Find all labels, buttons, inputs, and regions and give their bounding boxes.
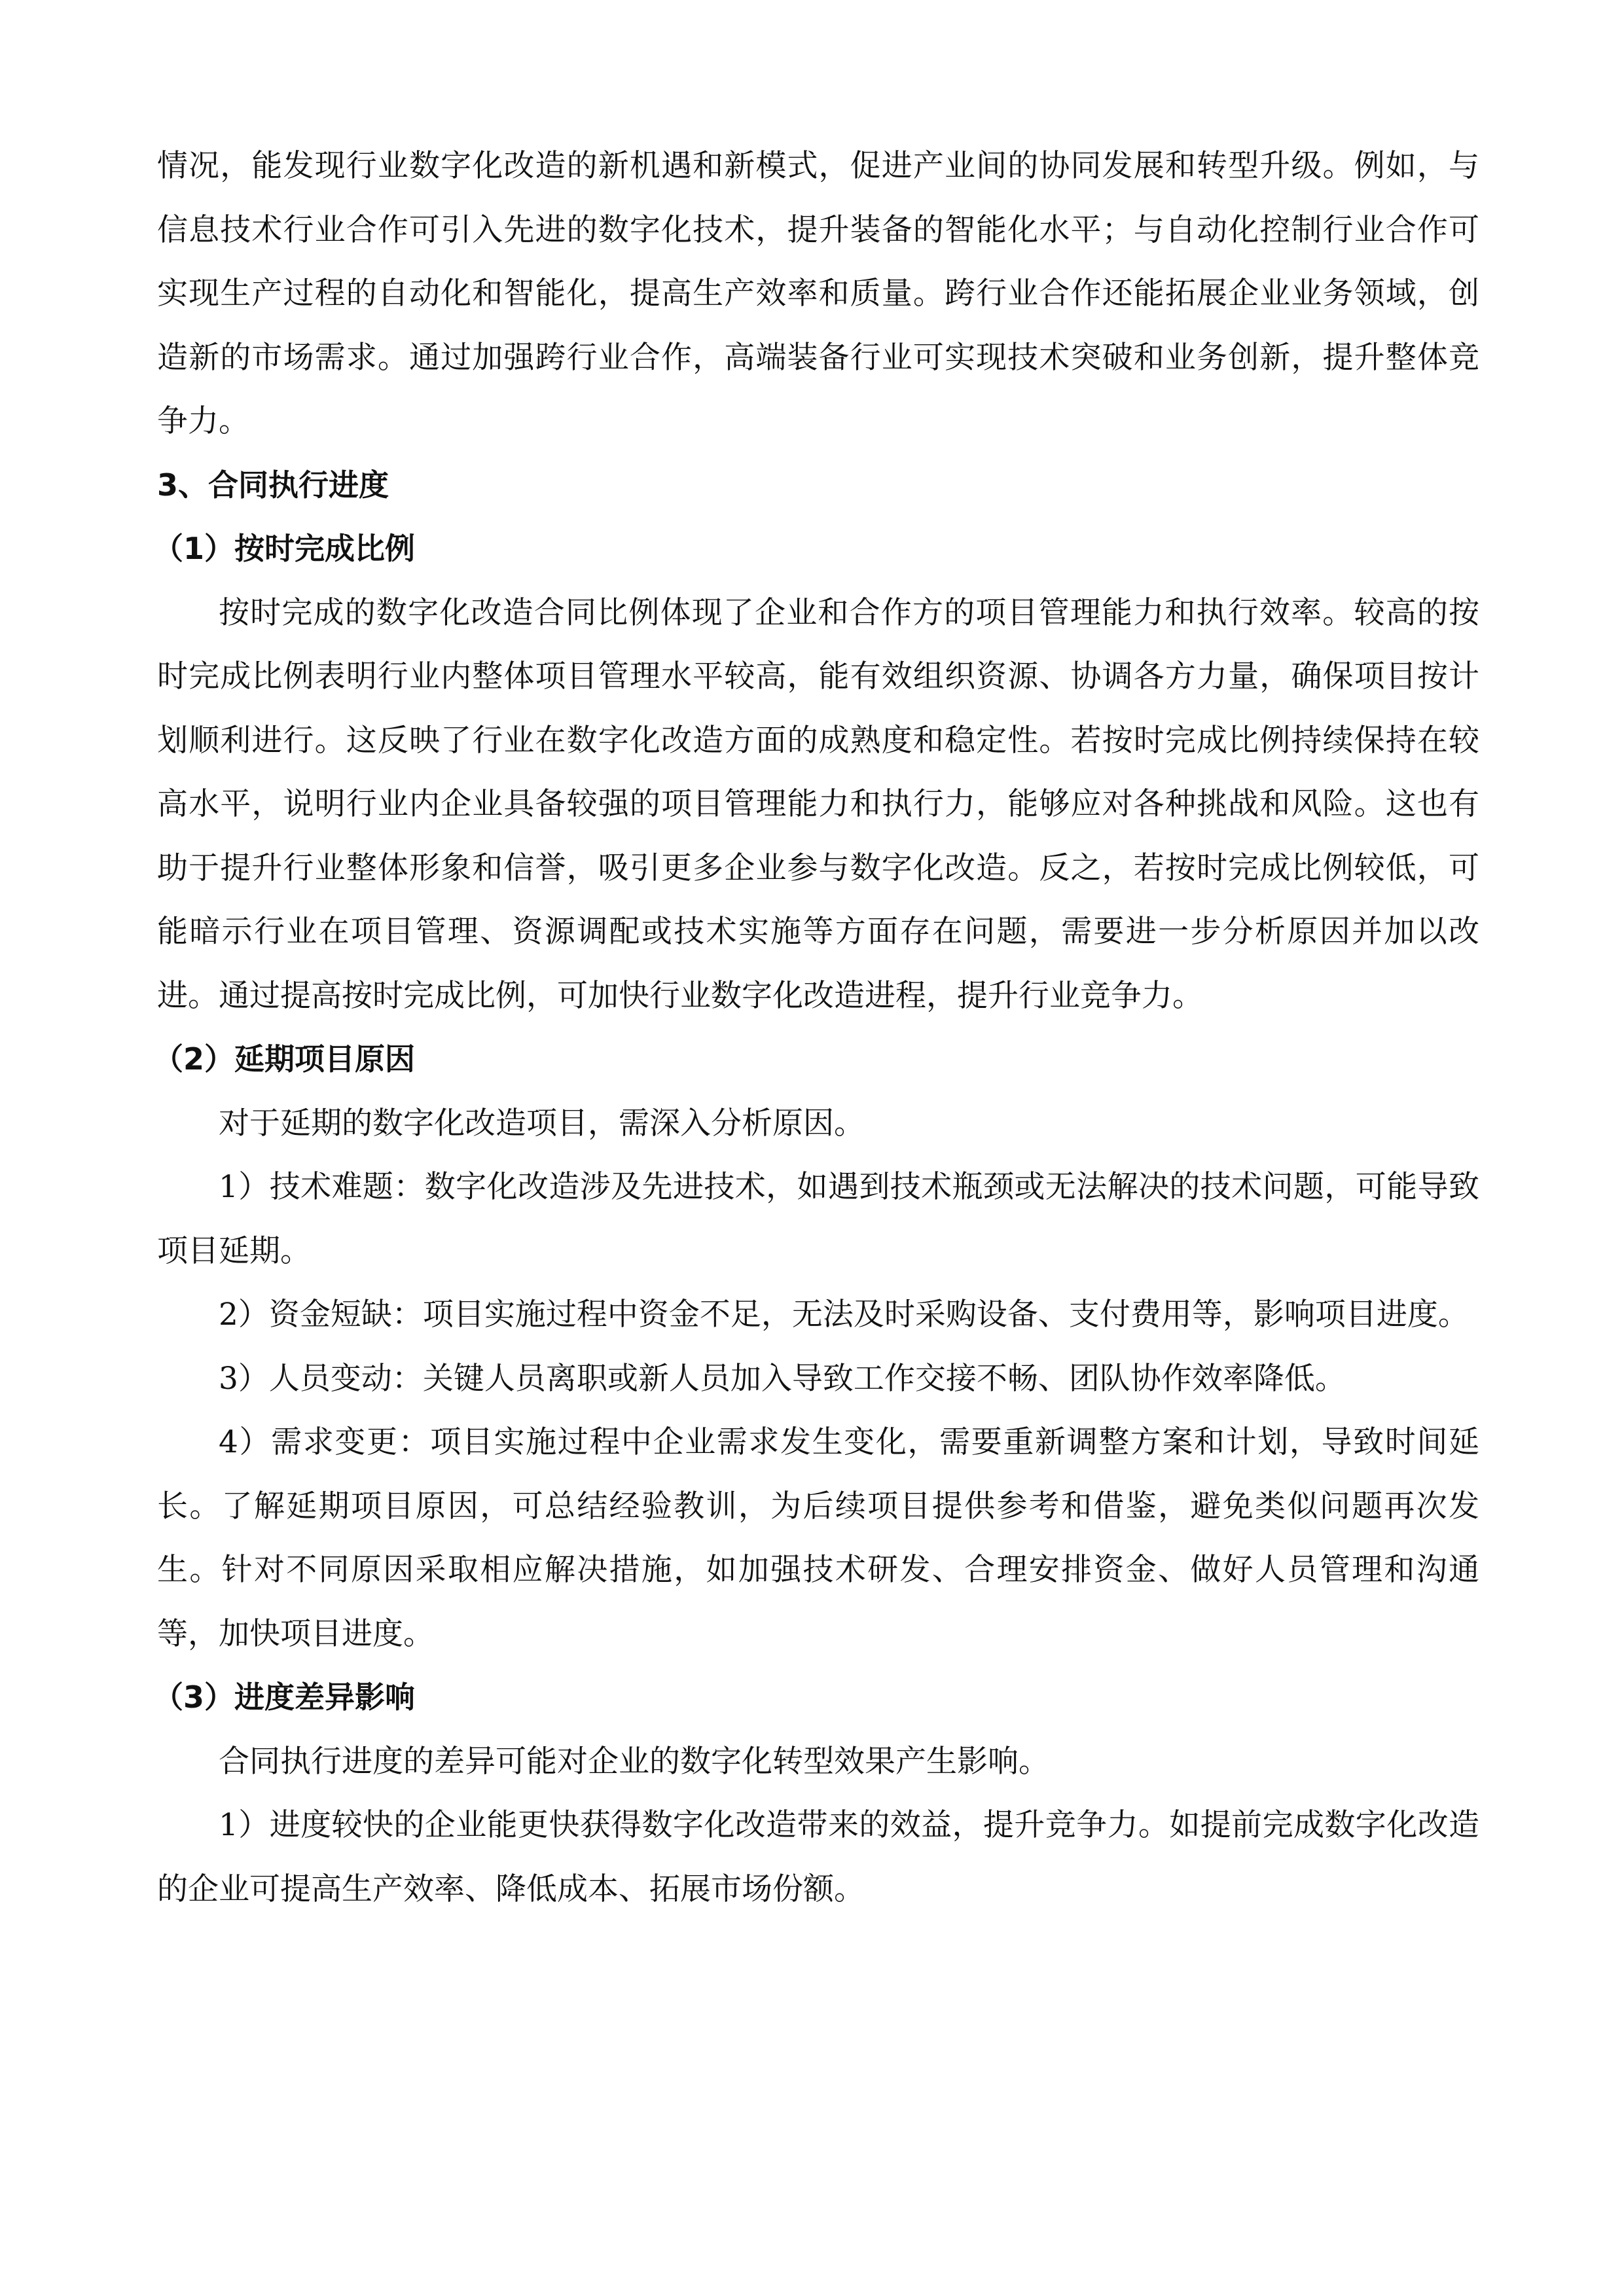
subsection-heading-delay-reasons: （2）延期项目原因 <box>153 1041 416 1077</box>
list-item-personnel-change: 3）人员变动：关键人员离职或新人员加入导致工作交接不畅、团队协作效率降低。 <box>219 1360 1346 1397</box>
paragraph-progress-difference-intro: 合同执行进度的差异可能对企业的数字化转型效果产生影响。 <box>219 1743 1049 1780</box>
section-heading-contract-progress: 3、合同执行进度 <box>157 467 389 503</box>
list-item-funding-shortage: 2）资金短缺：项目实施过程中资金不足，无法及时采购设备、支付费用等，影响项目进度。 <box>219 1297 1469 1333</box>
paragraph-delay-intro: 对于延期的数字化改造项目，需深入分析原因。 <box>219 1105 865 1141</box>
subsection-heading-on-time-ratio: （1）按时完成比例 <box>153 531 416 566</box>
document-page <box>153 134 1479 1921</box>
list-item-technical-difficulty: 1）技术难题：数字化改造涉及先进技术，如遇到技术瓶颈或无法解决的技术问题，可能导致项目延期。 <box>157 1169 1479 1269</box>
list-item-faster-progress: 1）进度较快的企业能更快获得数字化改造带来的效益，提升竞争力。如提前完成数字化改造的企业可提高生产效率、降低成本、拓展市场份额。 <box>157 1807 1479 1907</box>
subsection-heading-progress-difference: （3）进度差异影响 <box>153 1679 416 1715</box>
paragraph-on-time-ratio: 按时完成的数字化改造合同比例体现了企业和合作方的项目管理能力和执行效率。较高的按时完成比例表明行业内整体项目管理水平较高，能有效组织资源、协调各方力量，确保项目按计划顺利进行。这反映了行业在数字化改造方面的成熟度和稳定性。若按时完成比例持续保持在较高水平，说明行业内企业具备较强的项目管理能力和执行力，能够应对各种挑战和风险。这也有助于提升行业整体形象和信誉，吸引更多企业参与数字化改造。反之，若按时完成比例较低，可能暗示行业在项目管理、资源调配或技术实施等方面存在问题，需要进一步分析原因并加以改进。通过提高按时完成比例，可加快行业数字化改造进程，提升行业竞争力。 <box>157 594 1479 1014</box>
paragraph-cross-industry-cooperation: 情况，能发现行业数字化改造的新机遇和新模式，促进产业间的协同发展和转型升级。例如，与信息技术行业合作可引入先进的数字化技术，提升装备的智能化水平；与自动化控制行业合作可实现生产过程的自动化和智能化，提高生产效率和质量。跨行业合作还能拓展企业业务领域，创造新的市场需求。通过加强跨行业合作，高端装备行业可实现技术突破和业务创新，提升整体竞争力。 <box>157 148 1479 439</box>
list-item-requirement-change: 4）需求变更：项目实施过程中企业需求发生变化，需要重新调整方案和计划，导致时间延长。了解延期项目原因，可总结经验教训，为后续项目提供参考和借鉴，避免类似问题再次发生。针对不同原因采取相应解决措施，如加强技术研发、合理安排资金、做好人员管理和沟通等，加快项目进度。 <box>157 1424 1479 1652</box>
